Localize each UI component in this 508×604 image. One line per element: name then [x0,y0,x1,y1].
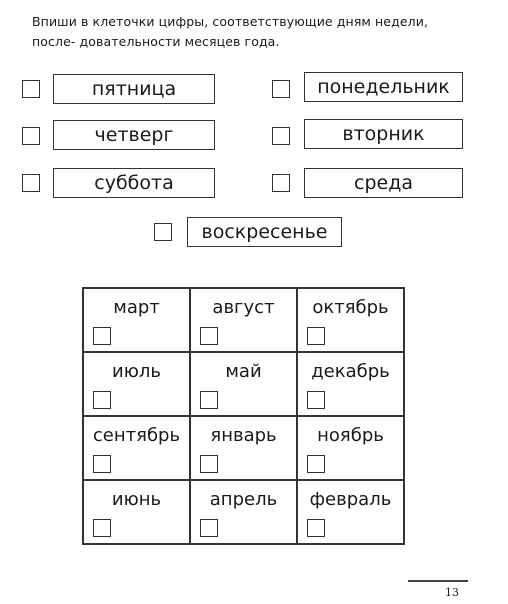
day-label-sunday: воскресенье [187,217,342,247]
month-answer-box[interactable] [93,327,111,345]
month-label: декабрь [311,361,390,382]
day-label-monday: понедельник [304,72,463,102]
month-answer-box[interactable] [307,391,325,409]
month-answer-box[interactable] [93,455,111,473]
month-label: октябрь [312,297,389,318]
month-label: май [225,361,262,382]
month-answer-box[interactable] [200,455,218,473]
month-label: март [113,297,160,318]
month-cell-january [190,416,297,480]
months-row [83,480,404,544]
day-label-wednesday: среда [304,168,463,198]
month-cell-november [297,416,404,480]
month-label: февраль [309,489,392,510]
month-answer-box[interactable] [93,391,111,409]
month-label: январь [210,425,277,446]
month-cell-may [190,352,297,416]
footer-rule [408,580,468,582]
month-answer-box[interactable] [200,327,218,345]
day-answer-box-saturday[interactable] [22,174,40,192]
month-cell-april [190,480,297,544]
month-cell-august [190,288,297,352]
month-label: апрель [209,489,278,510]
month-answer-box[interactable] [200,519,218,537]
month-label: сентябрь [92,425,181,446]
month-cell-july [83,352,190,416]
instruction-text: Впиши в клеточки цифры, соответствующие дням недели, после- довательности месяцев года. [32,14,429,49]
month-answer-box[interactable] [200,391,218,409]
day-label-thursday: четверг [53,120,215,150]
day-label-friday: пятница [53,74,215,104]
day-answer-box-monday[interactable] [272,80,290,98]
day-answer-box-friday[interactable] [22,80,40,98]
day-answer-box-tuesday[interactable] [272,127,290,145]
day-answer-box-sunday[interactable] [154,223,172,241]
day-answer-box-wednesday[interactable] [272,174,290,192]
months-row [83,416,404,480]
months-row [83,288,404,352]
month-label: июнь [111,489,162,510]
month-answer-box[interactable] [307,455,325,473]
month-label: август [212,297,275,318]
months-grid [82,287,405,545]
month-cell-march [83,288,190,352]
day-answer-box-thursday[interactable] [22,127,40,145]
month-label: июль [112,361,161,382]
month-cell-february [297,480,404,544]
month-label: ноябрь [317,425,384,446]
month-cell-december [297,352,404,416]
day-label-tuesday: вторник [304,119,463,149]
months-row [83,352,404,416]
month-answer-box[interactable] [307,519,325,537]
month-cell-october [297,288,404,352]
month-answer-box[interactable] [307,327,325,345]
month-cell-september [83,416,190,480]
day-label-saturday: суббота [53,168,215,198]
month-answer-box[interactable] [93,519,111,537]
month-cell-june [83,480,190,544]
page-number: 13 [445,586,459,599]
